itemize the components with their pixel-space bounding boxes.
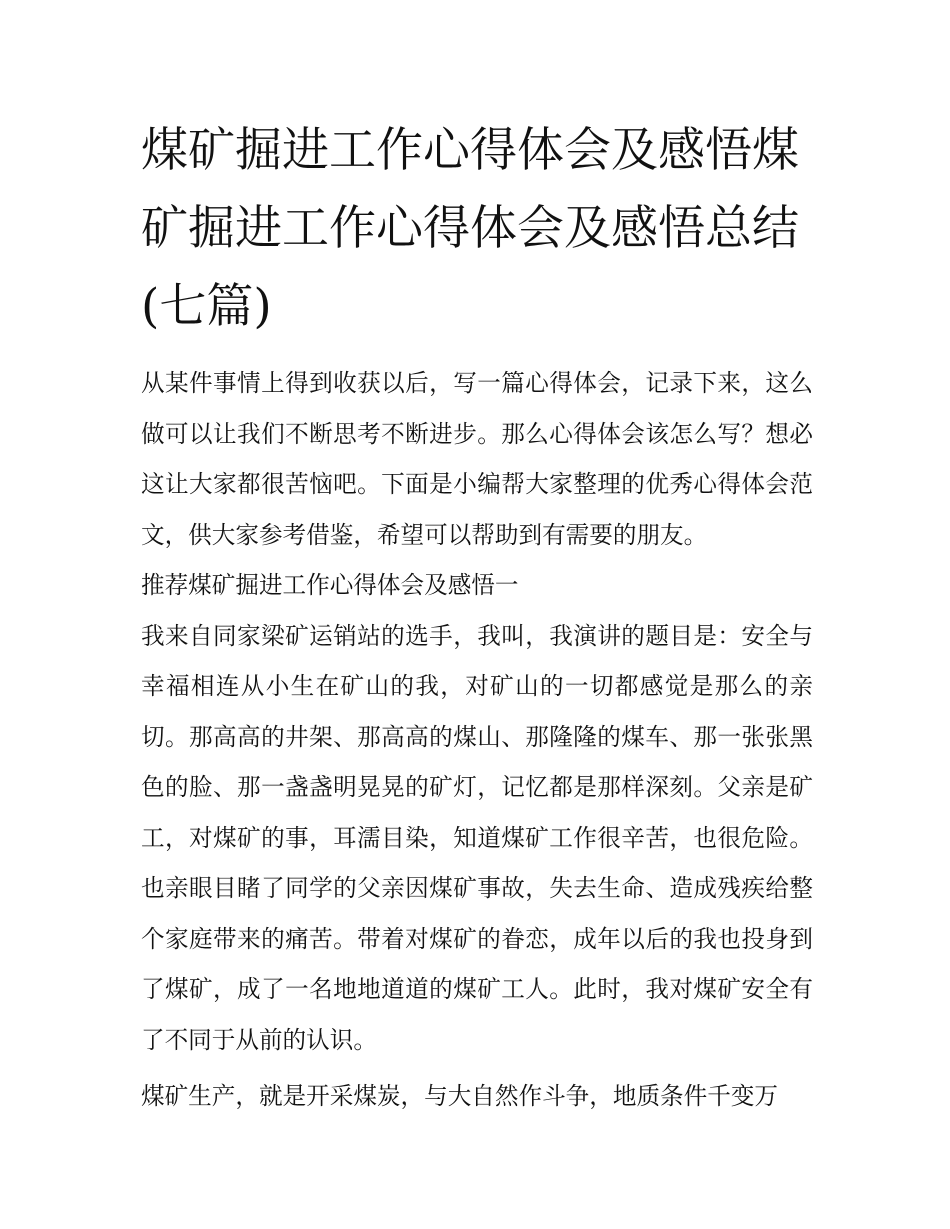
section-heading: 推荐煤矿掘进工作心得体会及感悟一 xyxy=(141,571,519,599)
body-paragraph-2: 煤矿生产，就是开采煤炭，与大自然作斗争，地质条件千变万 xyxy=(141,1082,779,1110)
document-body xyxy=(141,112,813,1122)
intro-paragraph: 从某件事情上得到收获以后，写一篇心得体会，记录下来，这么做可以让我们不断思考不断进步。那么心得体会该怎么写？想必这让大家都很苦恼吧。下面是小编帮大家整理的优秀心得体会范文，供大家参考借鉴，希望可以帮助到有需要的朋友。 xyxy=(141,369,813,549)
document-title: 煤矿掘进工作心得体会及感悟煤矿掘进工作心得体会及感悟总结(七篇) xyxy=(141,123,799,334)
body-paragraph-1: 我来自同家梁矿运销站的选手，我叫，我演讲的题目是：安全与幸福相连从小生在矿山的我，对矿山的一切都感觉是那么的亲切。那高高的井架、那高高的煤山、那隆隆的煤车、那一张张黑色的脸、那一盏盏明晃晃的矿灯，记忆都是那样深刻。父亲是矿工，对煤矿的事，耳濡目染，知道煤矿工作很辛苦，也很危险。也亲眼目睹了同学的父亲因煤矿事故，失去生命、造成残疾给整个家庭带来的痛苦。带着对煤矿的眷恋，成年以后的我也投身到了煤矿，成了一名地地道道的煤矿工人。此时，我对煤矿安全有了不同于从前的认识。 xyxy=(141,621,813,1054)
